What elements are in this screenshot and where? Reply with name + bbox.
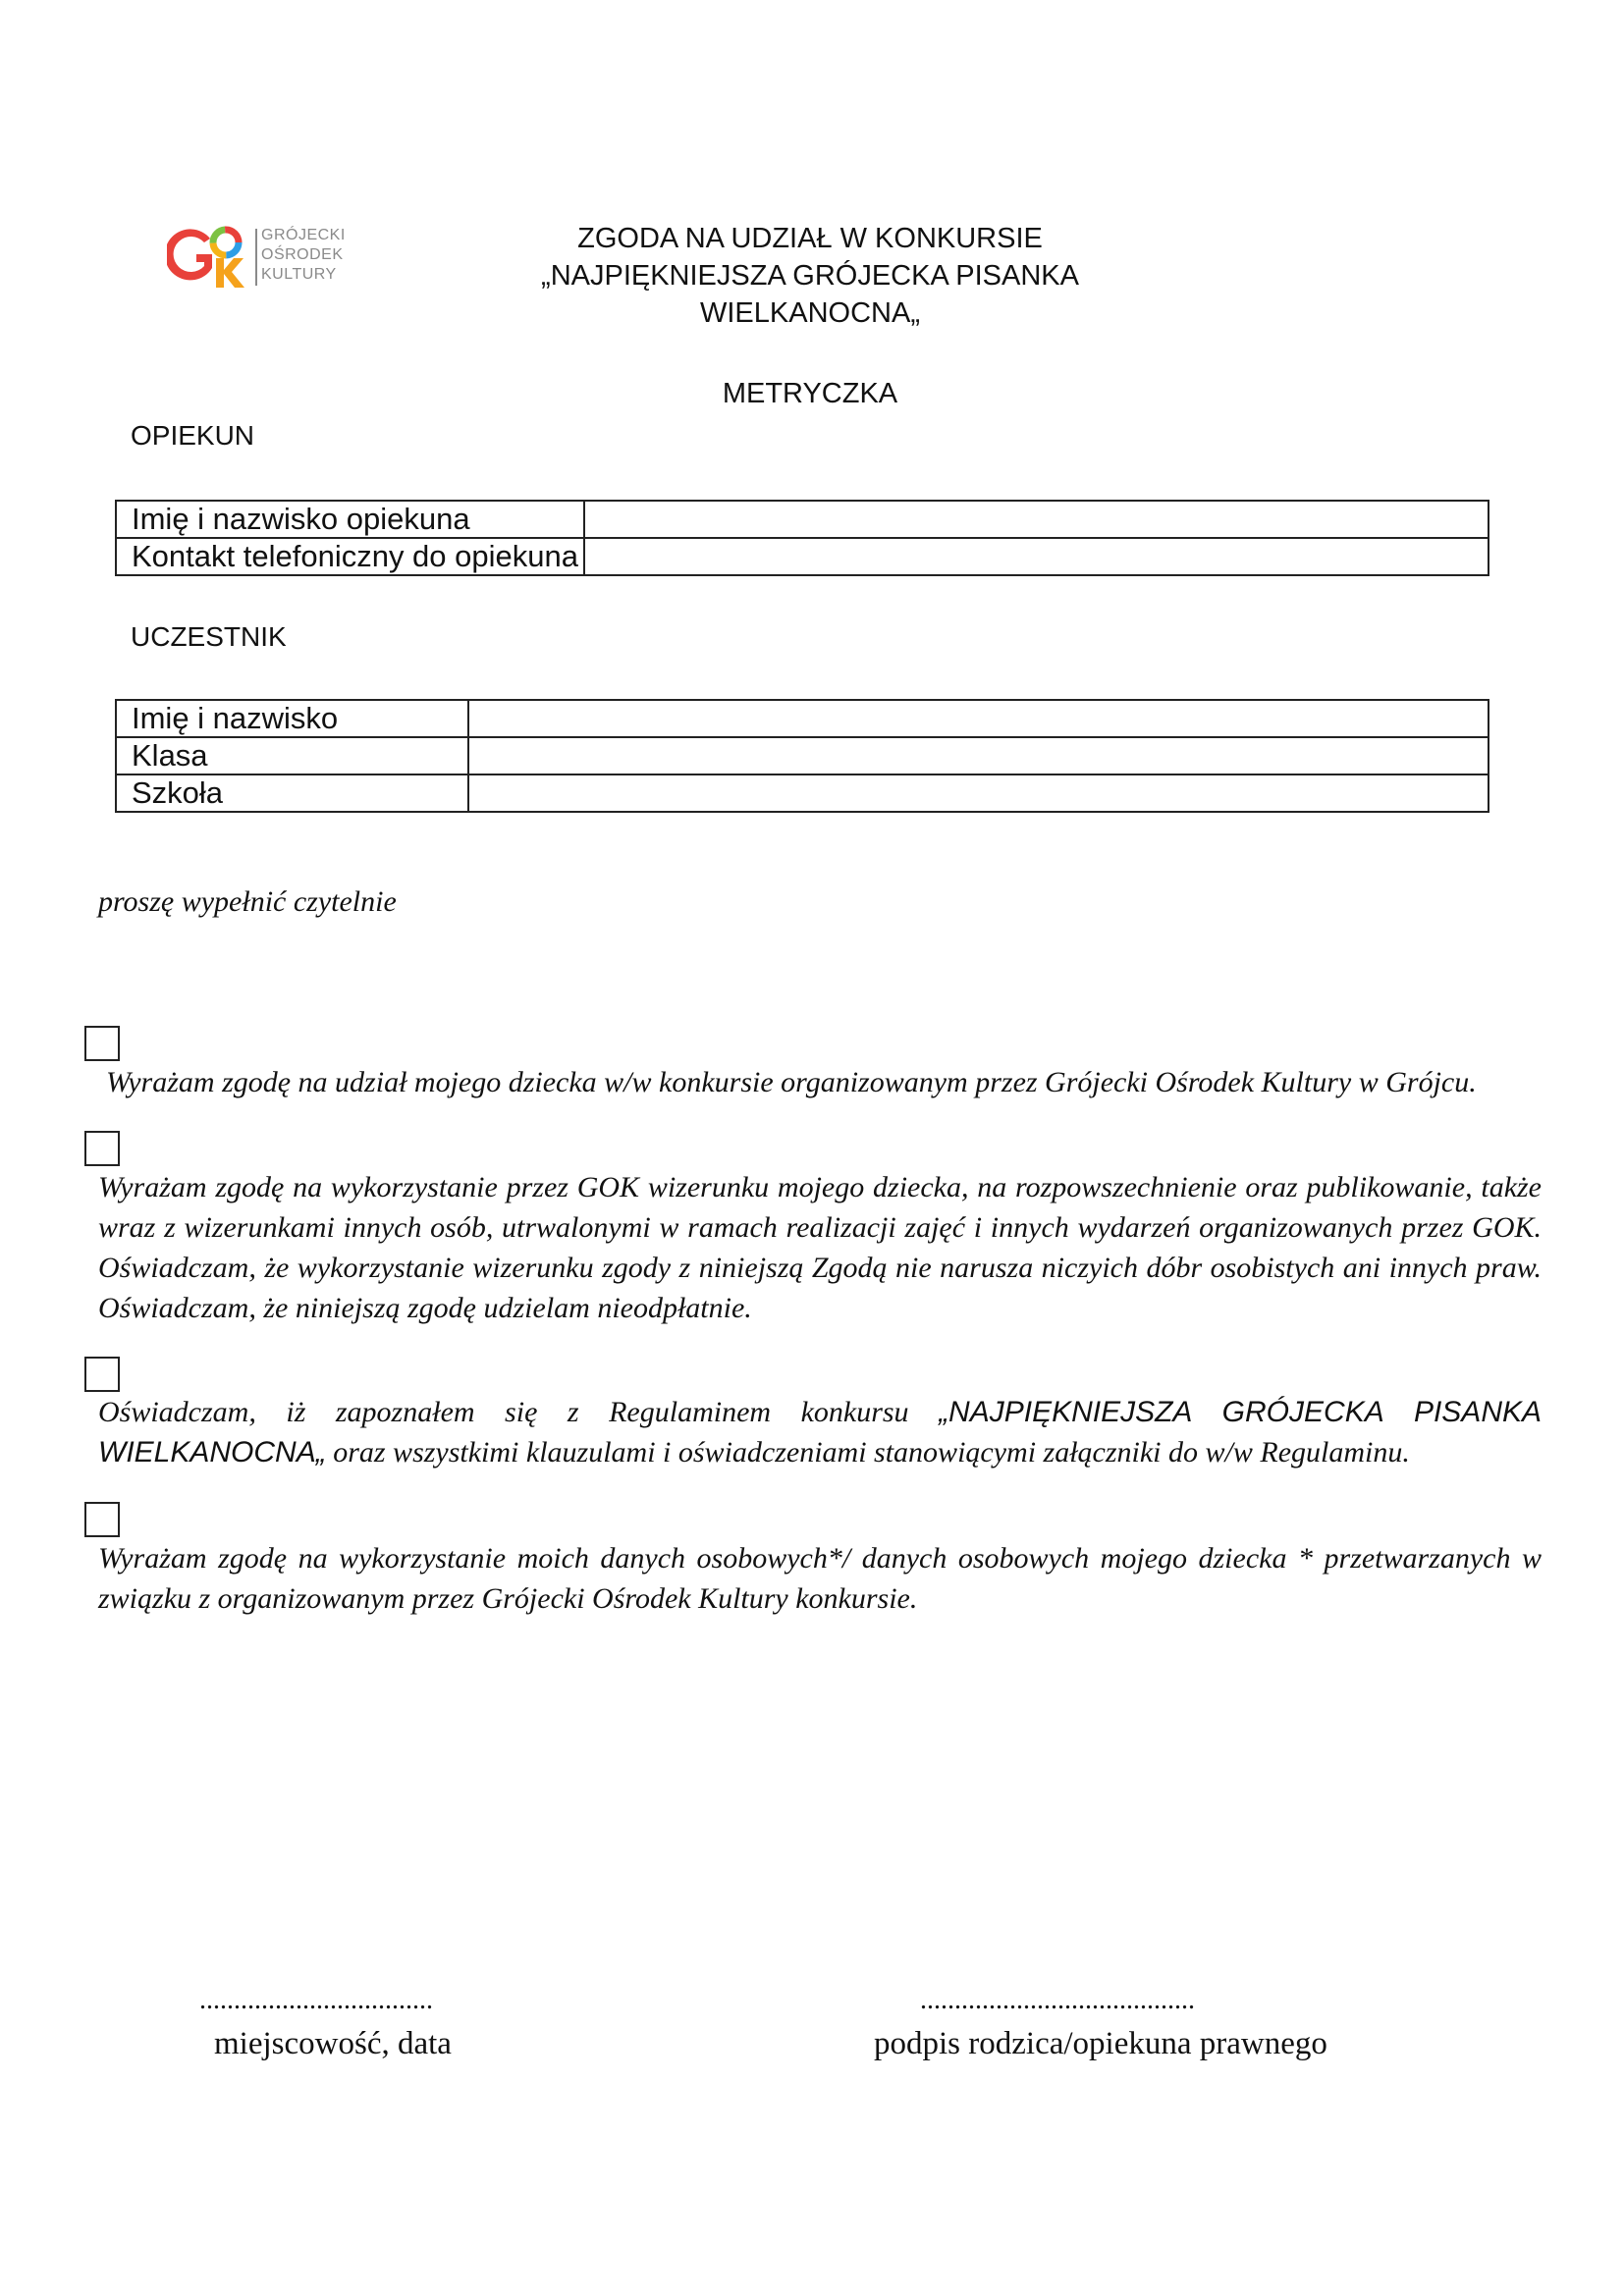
logo-text-line-1: GRÓJECKI — [261, 227, 346, 243]
logo-text-line-3: KULTURY — [261, 266, 337, 283]
consent-image-checkbox[interactable] — [84, 1131, 120, 1166]
table-row — [116, 774, 1489, 812]
title-line-3: WIELKANOCNA„ — [700, 297, 920, 329]
guardian-name-label: Imię i nazwisko opiekuna — [116, 501, 584, 538]
consent-rules-checkbox[interactable] — [84, 1357, 120, 1392]
consent-rules-text-before: Oświadczam, iż zapoznałem się z Regulaminem konkursu — [98, 1396, 940, 1428]
table-row — [116, 538, 1489, 575]
consent-personal-data-checkbox[interactable] — [84, 1502, 120, 1537]
guardian-name-field[interactable] — [584, 501, 1489, 538]
place-date-line[interactable]: .................................. — [199, 1985, 433, 2015]
participant-school-field[interactable] — [468, 774, 1489, 812]
title-line-2: „NAJPIĘKNIEJSZA GRÓJECKA PISANKA — [541, 260, 1079, 292]
uczestnik-table — [115, 699, 1489, 813]
gok-logo — [167, 221, 353, 290]
table-row — [116, 737, 1489, 774]
fill-legibly-note: proszę wypełnić czytelnie — [98, 885, 397, 918]
signature-line[interactable]: ........................................ — [920, 1985, 1195, 2015]
title-line-1: ZGODA NA UDZIAŁ W KONKURSIE — [577, 223, 1043, 254]
table-row — [116, 501, 1489, 538]
participant-school-label: Szkoła — [116, 774, 468, 812]
signature-label: podpis rodzica/opiekuna prawnego — [874, 2026, 1327, 2061]
guardian-phone-label: Kontakt telefoniczny do opiekuna — [116, 538, 584, 575]
guardian-phone-field[interactable] — [584, 538, 1489, 575]
participant-name-label: Imię i nazwisko — [116, 700, 468, 737]
uczestnik-heading: UCZESTNIK — [131, 621, 287, 652]
gok-logo-mark — [167, 221, 255, 290]
document-title — [432, 220, 1188, 332]
participant-class-label: Klasa — [116, 737, 468, 774]
place-date-label: miejscowość, data — [214, 2026, 452, 2061]
consent-image-text: Wyrażam zgodę na wykorzystanie przez GOK wizerunku mojego dziecka, na rozpowszechnienie oraz publikowanie, także wraz z wizerunkami innych osób, utrwalonymi w ramach realizacji zajęć i innych wydarzeń organizowanych przez GOK. Oświadczam, że wykorzystanie wizerunku zgody z niniejszą Zgodą nie narusza niczyich dóbr osobistych ani innych praw. Oświadczam, że niniejszą zgodę udzielam nieodpłatnie. — [98, 1171, 1542, 1324]
consent-rules-text-after: oraz wszystkimi klauzulami i oświadczeniami stanowiącymi załączniki do w/w Regulaminu. — [325, 1436, 1410, 1468]
table-row — [116, 700, 1489, 737]
participant-name-field[interactable] — [468, 700, 1489, 737]
consent-rules-contest-name: „NAJPIĘKNIEJSZA GRÓJECKA PISANKA WIELKANOCNA„ — [98, 1396, 1542, 1468]
opiekun-table — [115, 500, 1489, 576]
consent-participation-checkbox[interactable] — [84, 1026, 120, 1061]
participant-class-field[interactable] — [468, 737, 1489, 774]
logo-text-line-2: OŚRODEK — [261, 246, 344, 263]
logo-divider — [255, 229, 257, 286]
consent-personal-data-text: Wyrażam zgodę na wykorzystanie moich danych osobowych*/ danych osobowych mojego dziecka * przetwarzanych w związku z organizowanym przez Grójecki Ośrodek Kultury konkursie. — [98, 1542, 1542, 1615]
consent-participation-text: Wyrażam zgodę na udział mojego dziecka w/w konkursie organizowanym przez Grójecki Ośrodek Kultury w Grójcu. — [106, 1066, 1477, 1098]
opiekun-heading: OPIEKUN — [131, 420, 255, 451]
metryczka-heading: METRYCZKA — [722, 378, 898, 409]
consent-rules-text — [98, 1392, 1542, 1472]
